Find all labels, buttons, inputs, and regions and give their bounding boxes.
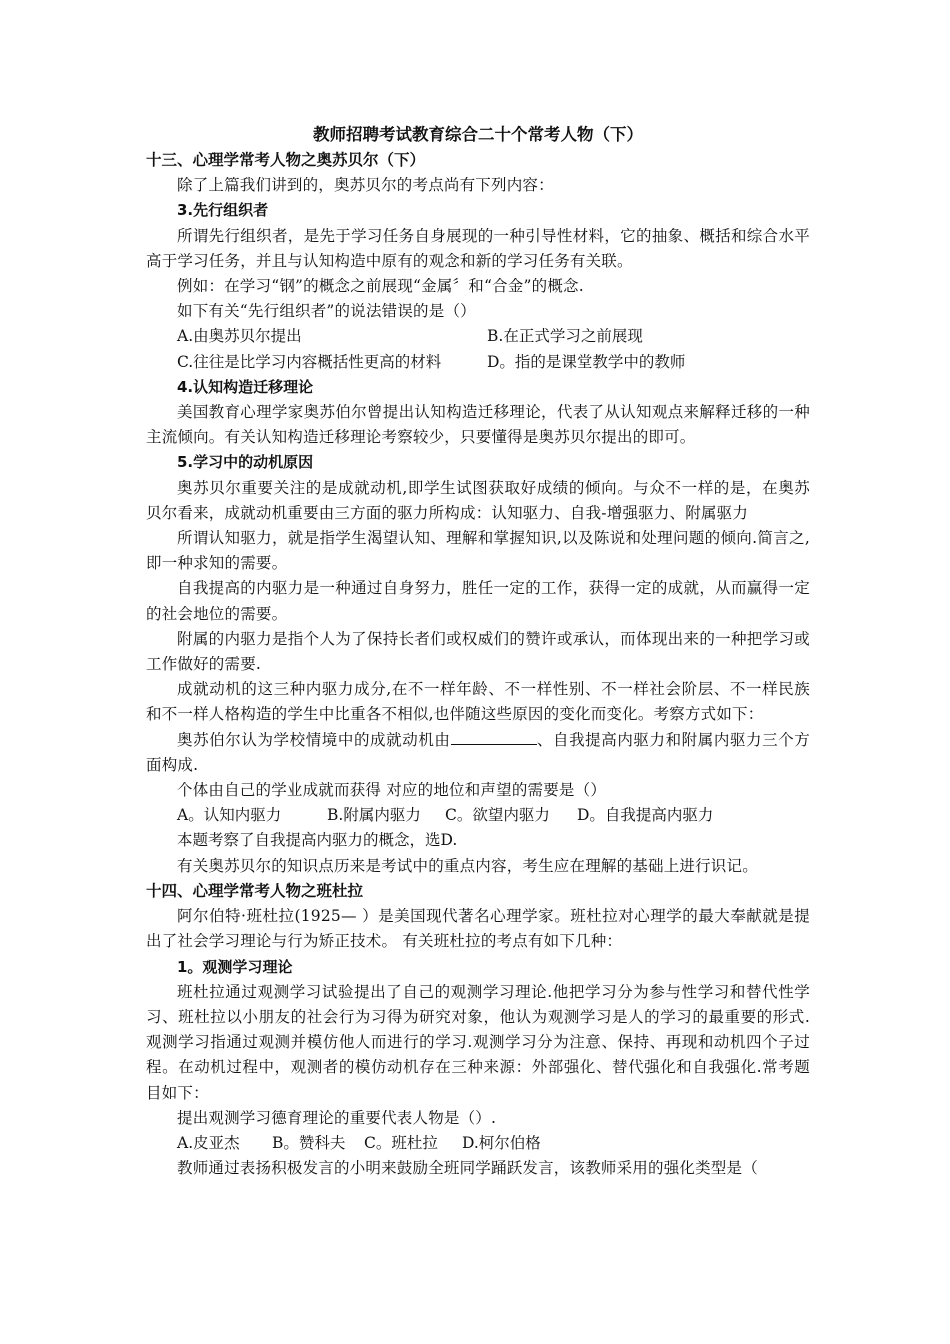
options-row (146, 350, 810, 375)
answer-line: 本题考察了自我提高内驱力的概念，选D. (177, 831, 458, 850)
answer-blank (451, 730, 537, 745)
paragraph: 所谓认知驱力，就是指学生渴望认知、理解和掌握知识,以及陈说和处理问题的倾向.简言之,即一种求知的需要。 (146, 529, 810, 573)
option-c: C。班杜拉 (364, 1133, 438, 1152)
fill-in-question (146, 728, 810, 778)
option-d: D。指的是课堂教学中的教师 (487, 352, 686, 371)
question: 如下有关“先行组织者”的说法错误的是（） (177, 302, 476, 321)
paragraph: 成就动机的这三种内驱力成分,在不一样年龄、不一样性别、不一样社会阶层、不一样民族和不一样人格构造的学生中比重各不相似,也伴随这些原因的变化而变化。考察方式如下： (146, 680, 810, 724)
paragraph: 教师通过表扬积极发言的小明来鼓励全班同学踊跃发言，该教师采用的强化类型是（ (177, 1159, 758, 1178)
options-row (146, 803, 810, 828)
subheading-advance-organizer: 3.先行组织者 (177, 201, 269, 220)
paragraph: 有关奥苏贝尔的知识点历来是考试中的重点内容，考生应在理解的基础上进行识记。 (177, 856, 758, 875)
paragraph: 班杜拉通过观测学习试验提出了自己的观测学习理论.他把学习分为参与性学习和替代性学习、班杜拉以小朋友的社会行为习得为研究对象，他认为观测学习是人的学习的最重要的形式.观测学习指通过观测并模仿他人而进行的学习.观测学习分为注意、保持、再现和动机四个子过程。在动机过程中，观测者的模仿动机存在三种来源：外部强化、替代强化和自我强化.常考题目如下： (146, 982, 810, 1102)
subheading-observational-learning: 1。观测学习理论 (177, 957, 293, 976)
paragraph: 阿尔伯特·班杜拉(1925— ）是美国现代著名心理学家。班杜拉对心理学的最大奉献就是提出了社会学习理论与行为矫正技术。 有关班杜拉的考点有如下几种： (146, 907, 810, 951)
option-d: D。自我提高内驱力 (577, 806, 714, 825)
paragraph: 除了上篇我们讲到的，奥苏贝尔的考点尚有下列内容： (177, 176, 554, 195)
option-a: A.由奥苏贝尔提出 (177, 327, 302, 346)
option-b: B.在正式学习之前展现 (487, 327, 643, 346)
fill-in-text-end: 、自我提高内驱力和附属内驱力三个方面构成. (146, 730, 810, 774)
paragraph: 奥苏贝尔重要关注的是成就动机,即学生试图获取好成绩的倾向。与众不一样的是，在奥苏贝尔看来，成就动机重要由三方面的驱力所构成：认知驱力、自我-增强驱力、附属驱力 (146, 478, 810, 522)
option-c: C。欲望内驱力 (445, 806, 550, 825)
document-page (146, 122, 810, 1181)
section-13-heading: 十三、心理学常考人物之奥苏贝尔（下） (146, 151, 426, 169)
paragraph: 自我提高的内驱力是一种通过自身努力，胜任一定的工作，获得一定的成就，从而赢得一定的社会地位的需要。 (146, 579, 810, 623)
option-c: C.往往是比学习内容概括性更高的材料 (177, 352, 442, 371)
paragraph: 美国教育心理学家奥苏伯尔曾提出认知构造迁移理论，代表了从认知观点来解释迁移的一种主流倾向。有关认知构造迁移理论考察较少，只要懂得是奥苏贝尔提出的即可。 (146, 403, 810, 447)
option-a: A。认知内驱力 (177, 806, 282, 825)
option-b: B.附属内驱力 (327, 806, 421, 825)
option-b: B。赞科夫 (272, 1133, 346, 1152)
options-row (146, 324, 810, 349)
option-a: A.皮亚杰 (177, 1133, 240, 1152)
question: 个体由自己的学业成就而获得 对应的地位和声望的需要是（） (177, 781, 607, 800)
section-14-heading: 十四、心理学常考人物之班杜拉 (146, 881, 364, 900)
paragraph: 附属的内驱力是指个人为了保持长者们或权威们的赞许或承认，而体现出来的一种把学习或工作做好的需要. (146, 629, 810, 674)
paragraph: 例如：在学习“钢”的概念之前展现“金属〞和“合金”的概念. (177, 277, 584, 296)
subheading-transfer-theory: 4.认知构造迁移理论 (177, 377, 314, 396)
question: 提出观测学习德育理论的重要代表人物是（）. (177, 1108, 497, 1127)
fill-in-text-start: 奥苏伯尔认为学校情境中的成就动机由 (177, 730, 451, 749)
paragraph: 所谓先行组织者，是先于学习任务自身展现的一种引导性材料，它的抽象、概括和综合水平高于学习任务，并且与认知构造中原有的观念和新的学习任务有关联。 (146, 226, 810, 270)
subheading-motivation: 5.学习中的动机原因 (177, 453, 314, 472)
options-row (146, 1131, 810, 1156)
page-title: 教师招聘考试教育综合二十个常考人物（下） (313, 125, 643, 144)
option-d: D.柯尔伯格 (462, 1133, 541, 1152)
